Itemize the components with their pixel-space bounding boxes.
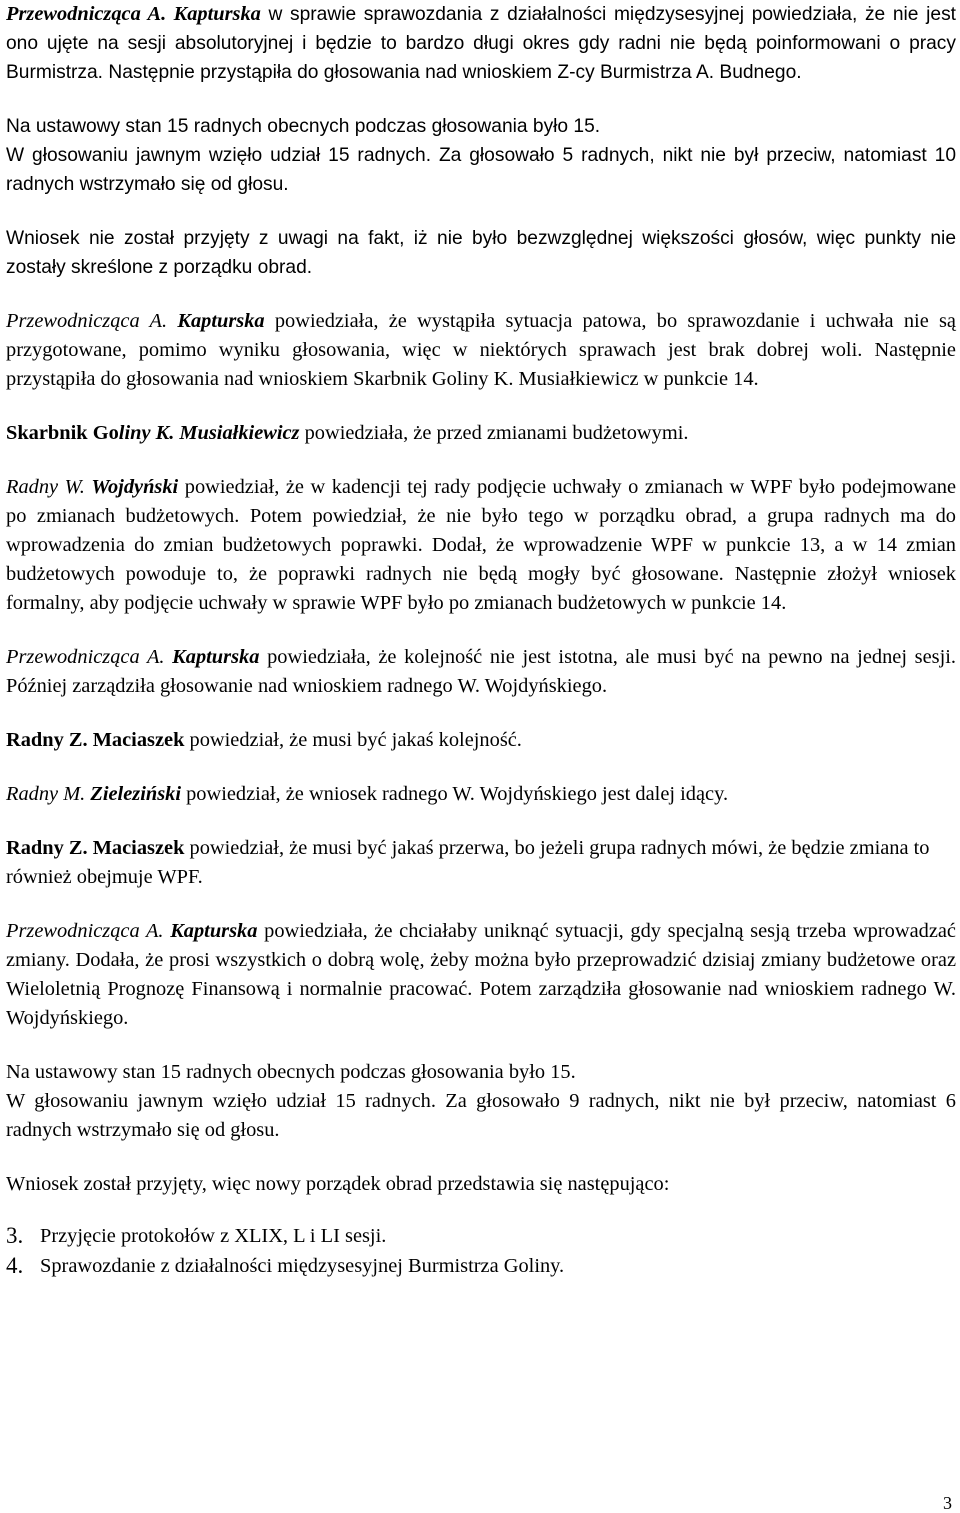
agenda-item-number: 4. xyxy=(6,1253,24,1278)
agenda-item-text: Przyjęcie protokołów z XLIX, L i LI sesji. xyxy=(40,1225,387,1247)
paragraph-3: Wniosek nie został przyjęty z uwagi na fakt, iż nie było bezwzględnej większości głosów, więc punkty nie zostały skreślone z porządku obrad. xyxy=(6,228,956,278)
paragraph-text: powiedział, że musi być jakaś przerwa, bo jeżeli grupa radnych mówi, że będzie zmiana to również obejmuje WPF. xyxy=(6,837,930,888)
paragraph-text: w sprawie sprawozdania z działalności międzysesyjnej powiedziała, że nie jest ono ujęte na sesji absolutoryjnej i będzie to bardzo długi okres gdy radni nie będą poinformowani o pracy Burmistrza. Następnie przystąpiła do głosowania nad wnioskiem Z-cy Burmistrza A. Budnego. xyxy=(6,4,956,83)
document-page xyxy=(6,0,956,1281)
agenda-item xyxy=(6,1221,956,1251)
paragraph-text: powiedział, że musi być jakaś kolejność. xyxy=(184,729,522,751)
paragraph-8 xyxy=(6,726,956,755)
vote-result-details: W głosowaniu jawnym wzięło udział 15 radnych. Za głosowało 9 radnych, nikt nie był przeciw, natomiast 6 radnych wstrzymało się od głosu. xyxy=(6,1090,956,1141)
paragraph-text: powiedziała, że wystąpiła sytuacja patowa, bo sprawozdanie i uchwała nie są przygotowane, pomimo wyniku głosowania, więc w niektórych sprawach jest brak dobrej woli. Następnie przystąpiła do głosowania nad wnioskiem Skarbnik Goliny K. Musiałkiewicz w punkcie 14. xyxy=(6,310,956,390)
agenda-item-text: Sprawozdanie z działalności międzysesyjnej Burmistrza Goliny. xyxy=(40,1255,565,1277)
speaker-title: Przewodnicząca A. xyxy=(6,310,178,332)
speaker-title: Przewodnicząca A. xyxy=(6,920,171,942)
paragraph-10 xyxy=(6,834,956,892)
paragraph-9 xyxy=(6,780,956,809)
speaker-title: Przewodnicząca A. xyxy=(6,3,174,25)
paragraph-text: powiedziała, że kolejność nie jest istotna, ale musi być na pewno na jednej sesji. Później zarządziła głosowanie nad wnioskiem radnego W. Wojdyńskiego. xyxy=(6,646,956,697)
speaker-name: Radny Z. Maciaszek xyxy=(6,729,185,751)
paragraph-11 xyxy=(6,917,956,1033)
speaker-name: Zieleziński xyxy=(90,783,181,805)
vote-result-line: Na ustawowy stan 15 radnych obecnych podczas głosowania było 15. xyxy=(6,116,601,137)
paragraph-7 xyxy=(6,643,956,701)
speaker-name: Wojdyński xyxy=(91,476,179,498)
speaker-name: Kapturska xyxy=(172,646,260,668)
speaker-title: Przewodnicząca A. xyxy=(6,646,173,668)
speaker-title: Radny M. xyxy=(6,783,91,805)
speaker-name: Kapturska xyxy=(177,310,265,332)
agenda-item xyxy=(6,1251,956,1281)
speaker-name: liny K. Musiałkiewicz xyxy=(118,422,300,444)
paragraph-1 xyxy=(6,0,956,87)
paragraph-6 xyxy=(6,473,956,618)
agenda-list xyxy=(6,1221,956,1281)
speaker-name: Kapturska xyxy=(170,920,258,942)
paragraph-text: powiedziała, że przed zmianami budżetowymi. xyxy=(299,422,689,444)
page-number: 3 xyxy=(943,1493,952,1513)
speaker-name: Kapturska xyxy=(173,3,261,25)
agenda-item-number: 3. xyxy=(6,1223,24,1248)
speaker-name: Radny Z. Maciaszek xyxy=(6,837,185,859)
paragraph-5 xyxy=(6,419,956,448)
paragraph-13: Wniosek został przyjęty, więc nowy porządek obrad przedstawia się następująco: xyxy=(6,1173,670,1195)
paragraph-text: powiedziała, że chciałaby uniknąć sytuacji, gdy specjalną sesją trzeba wprowadzać zmiany. Dodała, że prosi wszystkich o dobrą wolę, żeby można było przeprowadzić dzisiaj zmiany budżetowe oraz Wieloletnią Prognozę Finansową i normalnie pracować. Potem zarządziła głosowanie nad wnioskiem radnego W. Wojdyńskiego. xyxy=(6,920,956,1029)
paragraph-text: powiedział, że wniosek radnego W. Wojdyńskiego jest dalej idący. xyxy=(181,783,729,805)
speaker-title: Skarbnik Go xyxy=(6,422,119,444)
paragraph-text: powiedział, że w kadencji tej rady podjęcie uchwały o zmianach w WPF było podejmowane po zmianach budżetowych. Potem powiedział, że nie było tego w porządku obrad, a grupa radnych ma do wprowadzenia do zmian budżetowych poprawki. Dodał, że wprowadzenie WPF w punkcie 13, a w 14 zmian budżetowych powoduje to, że poprawki radnych nie będą mogły być głosowane. Następnie złożył wniosek formalny, aby podjęcie uchwały w sprawie WPF było po zmianach budżetowych w punkcie 14. xyxy=(6,476,956,614)
vote-result-line: Na ustawowy stan 15 radnych obecnych podczas głosowania było 15. xyxy=(6,1061,576,1083)
speaker-title: Radny W. xyxy=(6,476,92,498)
vote-result-details: W głosowaniu jawnym wzięło udział 15 radnych. Za głosowało 5 radnych, nikt nie był przeciw, natomiast 10 radnych wstrzymało się od głosu. xyxy=(6,145,956,195)
paragraph-4 xyxy=(6,307,956,394)
